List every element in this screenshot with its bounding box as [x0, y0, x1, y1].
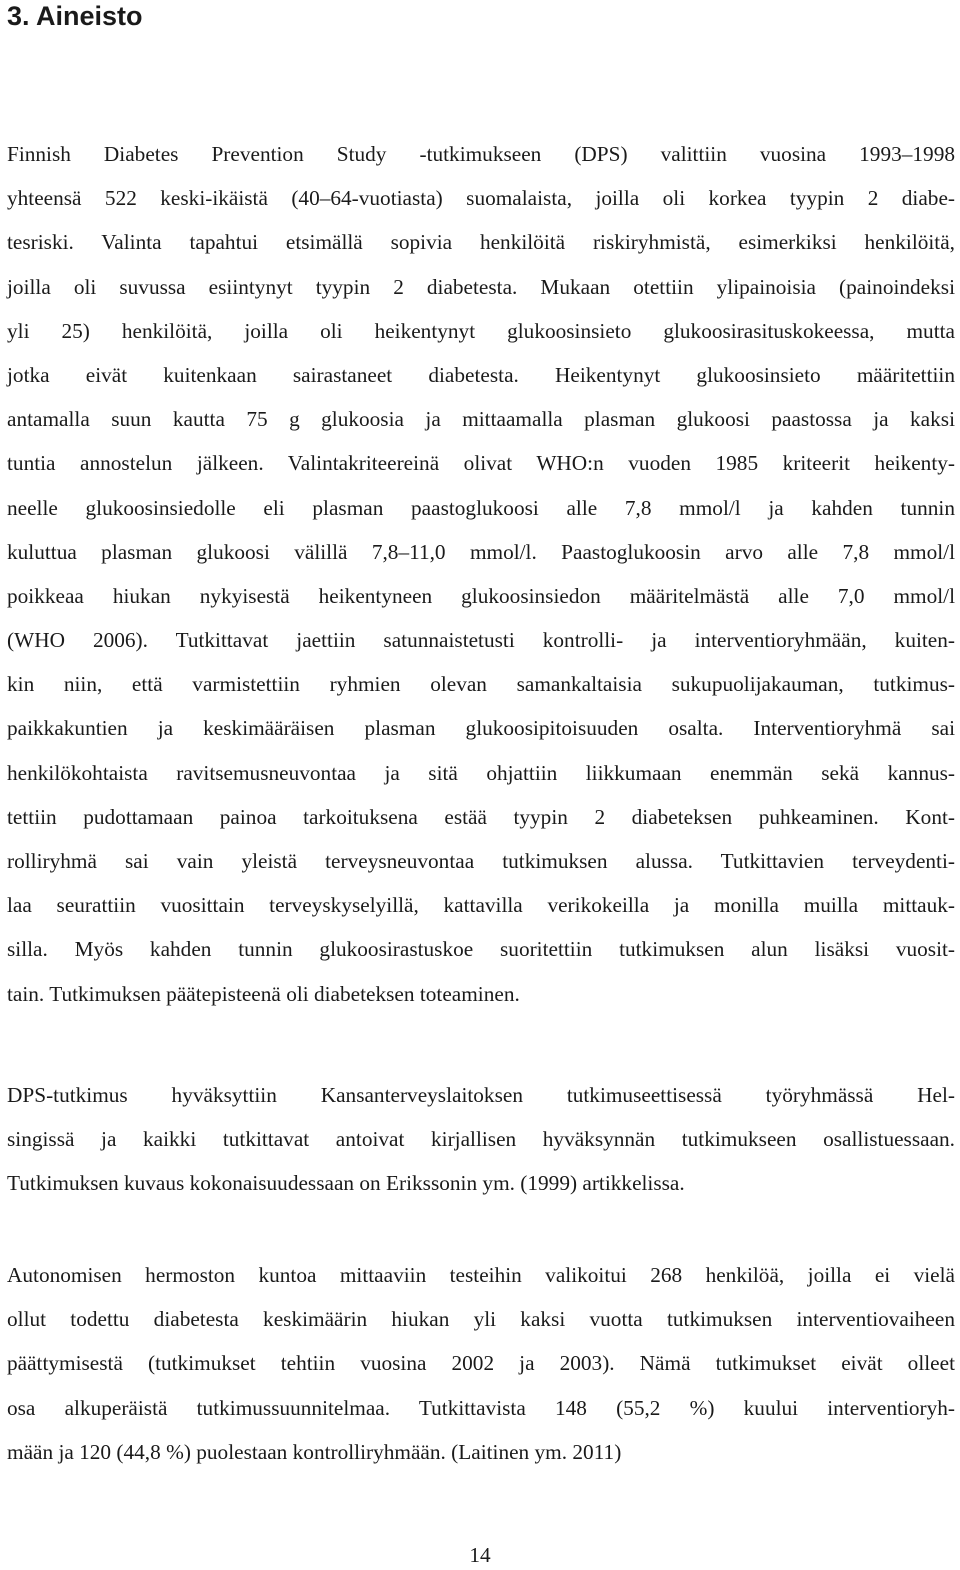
paragraph-study-description: [7, 132, 955, 1016]
text-line: poikkeaa hiukan nykyisestä heikentyneen glukoosinsiedon määritelmästä alle 7,0 mmol/l: [7, 583, 955, 608]
text-line: kin niin, että varmistettiin ryhmien olevan samankaltaisia sukupuolijakauman, tutkimus-: [7, 672, 955, 697]
section-heading: 3. Aineisto: [7, 1, 143, 31]
text-line: jotka eivät kuitenkaan sairastaneet diabetesta. Heikentynyt glukoosinsieto määritettiin: [7, 362, 955, 387]
text-line: tettiin pudottamaan painoa tarkoituksena estää tyypin 2 diabeteksen puhkeaminen. Kont-: [7, 804, 955, 829]
text-line: yhteensä 522 keski-ikäistä (40–64-vuotiasta) suomalaista, joilla oli korkea tyypin 2 diabe-: [7, 186, 955, 211]
text-line: tuntia annostelun jälkeen. Valintakriteereinä olivat WHO:n vuoden 1985 kriteerit heikenty-: [7, 451, 955, 476]
text-line: rolliryhmä sai vain yleistä terveysneuvontaa tutkimuksen alussa. Tutkittavien terveydenti-: [7, 849, 955, 873]
text-line: Autonomisen hermoston kuntoa mittaaviin testeihin valikoitui 268 henkilöä, joilla ei vielä: [7, 1263, 955, 1287]
paragraph-autonomic-tests: [7, 1253, 955, 1474]
text-line: singissä ja kaikki tutkittavat antoivat kirjallisen hyväksynnän tutkimukseen osallistuessaan.: [7, 1127, 955, 1152]
text-line: (WHO 2006). Tutkittavat jaettiin satunnaistetusti kontrolli- ja interventioryhmään, kuiten-: [7, 628, 955, 653]
text-line: kuluttua plasman glukoosi välillä 7,8–11,0 mmol/l. Paastoglukoosin arvo alle 7,8 mmol/l: [7, 539, 955, 564]
text-line: laa seurattiin vuosittain terveyskyselyillä, kattavilla verikokeilla ja monilla muilla mittauk-: [7, 893, 955, 918]
text-line: joilla oli suvussa esiintynyt tyypin 2 diabetesta. Mukaan otettiin ylipainoisia (painoindeksi: [7, 274, 955, 299]
text-line: Finnish Diabetes Prevention Study -tutkimukseen (DPS) valittiin vuosina 1993–1998: [7, 142, 955, 166]
text-line: paikkakuntien ja keskimääräisen plasman glukoosipitoisuuden osalta. Interventioryhmä sai: [7, 716, 955, 741]
paragraph-ethics-approval: [7, 1073, 955, 1206]
text-line: henkilökohtaista ravitsemusneuvontaa ja sitä ohjattiin liikkumaan enemmän sekä kannus-: [7, 760, 955, 785]
text-line: osa alkuperäistä tutkimussuunnitelmaa. Tutkittavista 148 (55,2 %) kuului interventioryh-: [7, 1395, 955, 1420]
text-line: neelle glukoosinsiedolle eli plasman paastoglukoosi alle 7,8 mmol/l ja kahden tunnin: [7, 495, 955, 520]
text-line: tesriski. Valinta tapahtui etsimällä sopivia henkilöitä riskiryhmistä, esimerkiksi henkilöitä,: [7, 230, 955, 255]
text-line: mään ja 120 (44,8 %) puolestaan kontrolliryhmään. (Laitinen ym. 2011): [7, 1439, 622, 1464]
text-line: yli 25) henkilöitä, joilla oli heikentynyt glukoosinsieto glukoosirasituskokeessa, mutta: [7, 318, 955, 343]
text-line: silla. Myös kahden tunnin glukoosirastuskoe suoritettiin tutkimuksen alun lisäksi vuosit-: [7, 937, 955, 962]
text-line: ollut todettu diabetesta keskimäärin hiukan yli kaksi vuotta tutkimuksen interventiovaiheen: [7, 1307, 955, 1332]
page-number: 14: [469, 1543, 491, 1567]
text-line: Tutkimuksen kuvaus kokonaisuudessaan on Erikssonin ym. (1999) artikkelissa.: [7, 1171, 685, 1196]
text-line: DPS-tutkimus hyväksyttiin Kansanterveyslaitoksen tutkimuseettisessä työryhmässä Hel-: [7, 1083, 955, 1107]
text-line: antamalla suun kautta 75 g glukoosia ja mittaamalla plasman glukoosi paastossa ja kaksi: [7, 407, 955, 432]
text-line: tain. Tutkimuksen päätepisteenä oli diabeteksen toteaminen.: [7, 981, 520, 1006]
text-line: päättymisestä (tutkimukset tehtiin vuosina 2002 ja 2003). Nämä tutkimukset eivät olleet: [7, 1351, 955, 1376]
